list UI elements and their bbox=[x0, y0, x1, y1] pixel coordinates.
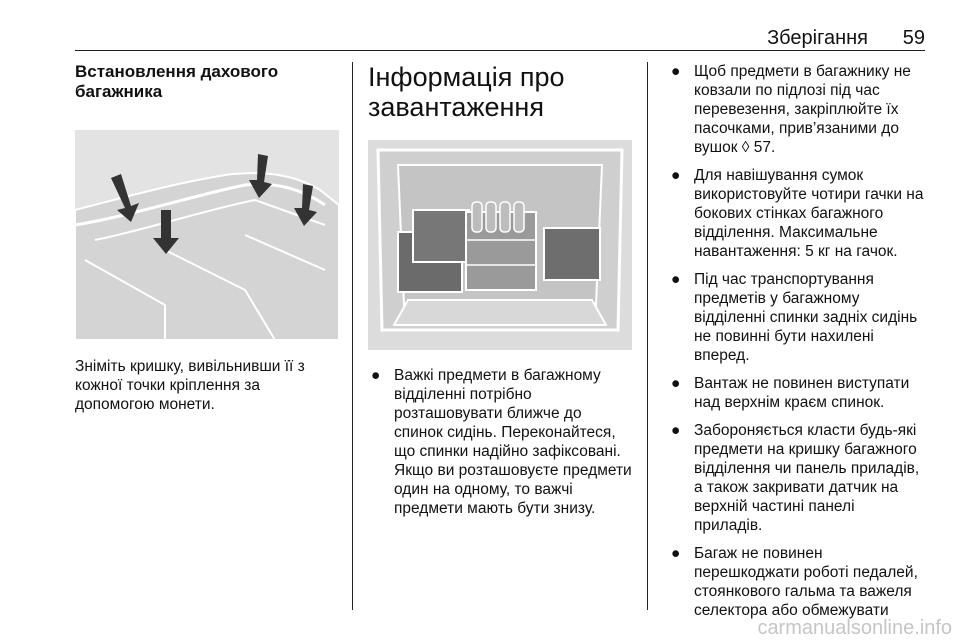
bullet-icon: ● bbox=[671, 271, 681, 288]
bullet-icon: ● bbox=[671, 375, 681, 392]
loading-info-heading: Інформація про завантаження bbox=[368, 62, 565, 122]
header-divider bbox=[75, 50, 925, 51]
loading-bullets-right bbox=[668, 62, 926, 620]
page-number: 59 bbox=[902, 27, 925, 49]
page-header bbox=[0, 0, 960, 50]
loading-bullets-left bbox=[368, 366, 632, 518]
trunk-loading-icon bbox=[368, 140, 632, 350]
roof-rack-mounting-points-icon bbox=[75, 130, 339, 340]
section-title: Зберігання bbox=[767, 27, 868, 49]
roof-rack-illustration-svg bbox=[75, 130, 339, 340]
list-item: ● Для навішування сумок використовуйте чотири гачки на бокових стінках багажного відділення. Максимальне навантаження: 5 кг на гачок. bbox=[671, 167, 924, 260]
list-item: ● Під час транспортування предметів у багажному відділенні спинки задніх сидінь не повинні бути нахилені вперед. bbox=[671, 271, 918, 364]
list-item: ● Важкі предмети в багажному відділенні потрібно розташовувати ближче до спинок сидінь. Переконайтеся, що спинки надійно зафіксовані. Якщо ви розташовуєте предмети один на одному, то важчі предмети мають бути знизу. bbox=[371, 367, 632, 517]
bullet-icon: ● bbox=[671, 545, 681, 562]
list-item: ● Забороняється класти будь-які предмети на кришку багажного відділення чи панель приладів, а також закривати датчик на верхній частині панелі приладів. bbox=[671, 422, 920, 534]
roof-rack-heading: Встановлення дахового багажника bbox=[75, 62, 279, 101]
watermark: carmanualsonline.info bbox=[757, 617, 952, 639]
bullet-icon: ● bbox=[671, 422, 681, 439]
column-loading-info bbox=[368, 62, 632, 527]
column-roof-rack bbox=[75, 62, 343, 414]
column-divider-2 bbox=[647, 62, 648, 610]
column-loading-rules bbox=[668, 62, 926, 629]
list-item: ● Вантаж не повинен виступати над верхнім краєм спинок. bbox=[671, 375, 910, 411]
list-item: ● Багаж не повинен перешкоджати роботі педалей, стоянкового гальма та важеля селектора або обмежувати bbox=[671, 545, 918, 619]
list-item: ● Щоб предмети в багажнику не ковзали по підлозі під час перевезення, закріплюйте їх пасочками, прив’язаними до вушок ◊ 57. bbox=[671, 63, 911, 156]
trunk-illustration-svg bbox=[368, 140, 632, 350]
bullet-icon: ● bbox=[671, 167, 681, 184]
bullet-icon: ● bbox=[371, 367, 381, 384]
roof-rack-instruction: Зніміть кришку, вивільнивши її з кожної точки кріплення за допомогою монети. bbox=[75, 358, 305, 413]
bullet-icon: ● bbox=[671, 63, 681, 80]
column-divider-1 bbox=[352, 62, 353, 610]
